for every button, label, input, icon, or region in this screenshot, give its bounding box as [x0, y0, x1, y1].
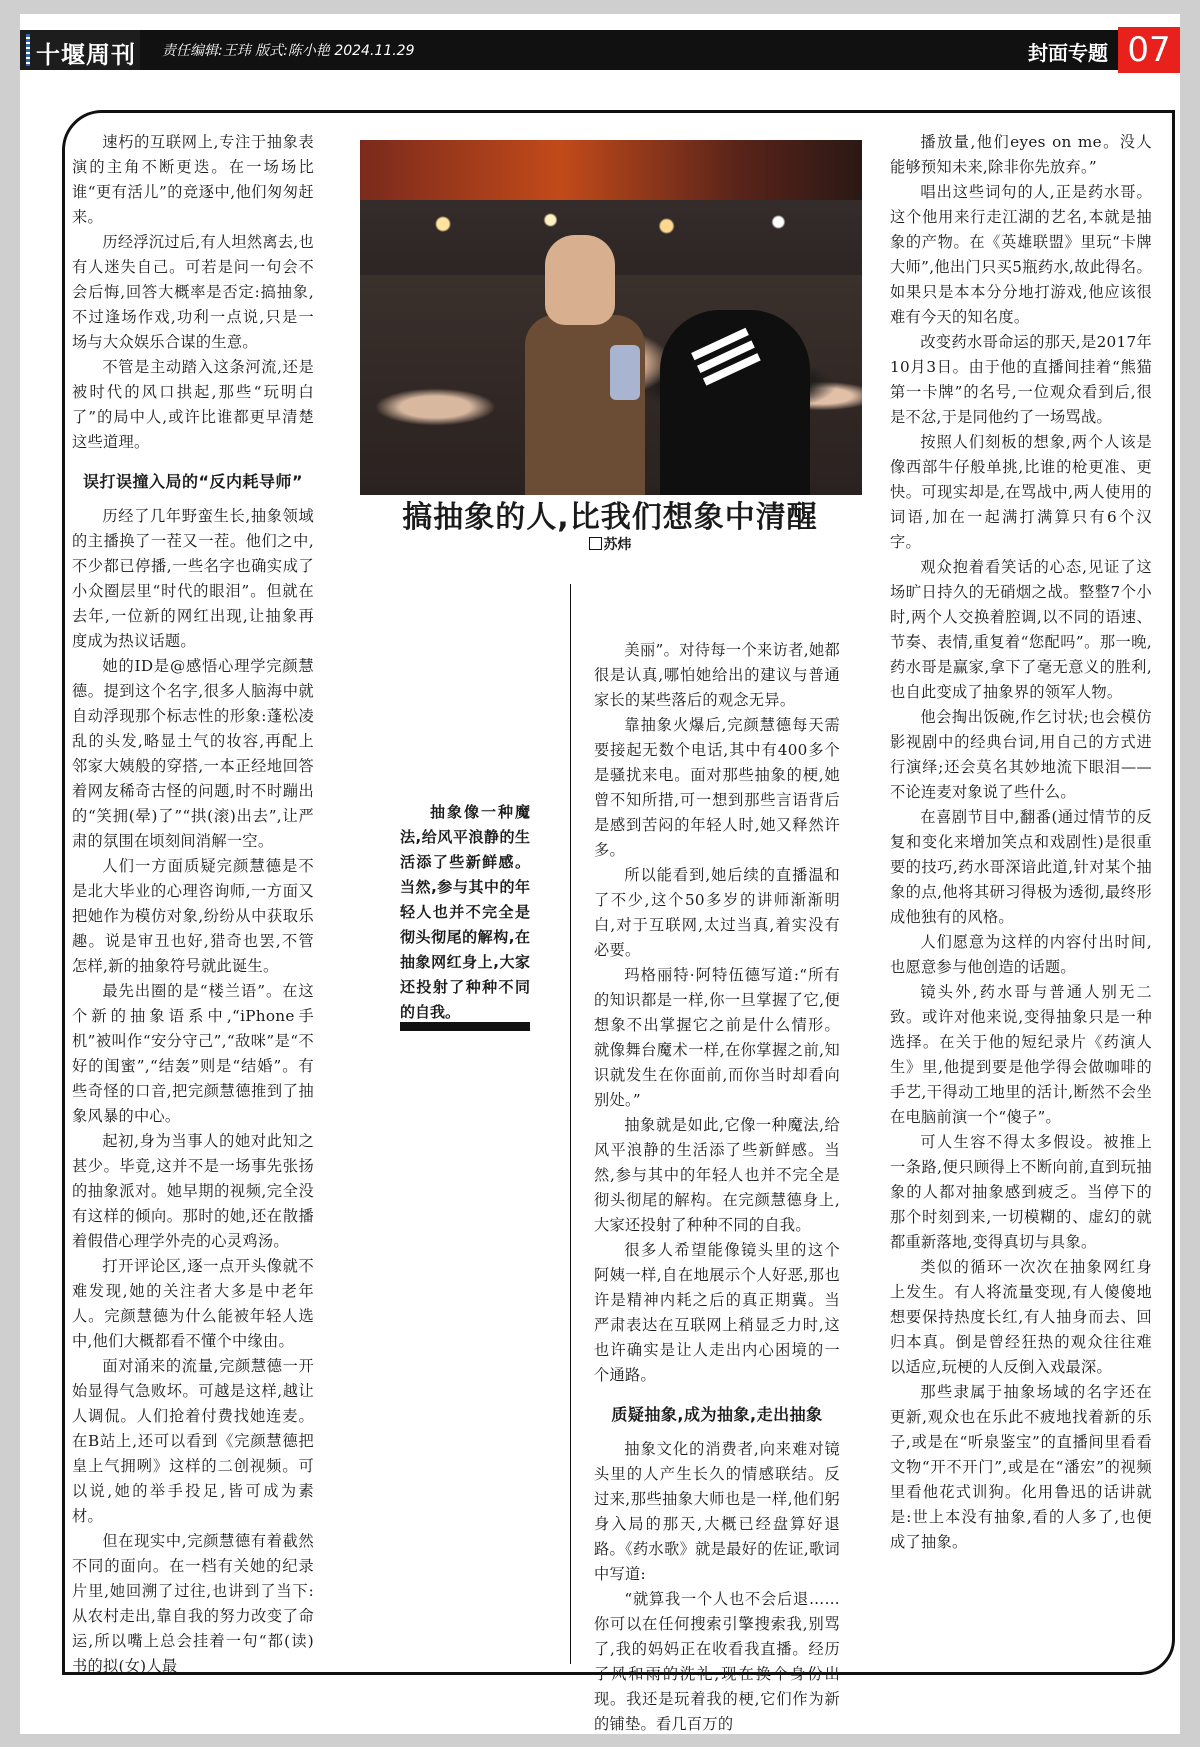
paragraph: 抽象文化的消费者,向来难对镜头里的人产生长久的情感联结。反过来,那些抽象大师也是一样,他们躬身入局的那天,大概已经盘算好退路。《药水歌》就是最好的佐证,歌词中写道: [594, 1440, 840, 1583]
paragraph: 唱出这些词句的人,正是药水哥。这个他用来行走江湖的艺名,本就是抽象的产物。在《英雄联盟》里玩“卡牌大师”,他出门只买5瓶药水,故此得名。如果只是本本分分地打游戏,他应该很难有今天的知名度。 [890, 183, 1152, 326]
pull-quote [400, 800, 530, 1025]
paragraph: 最先出圈的是“楼兰语”。在这个新的抽象语系中,“iPhone手机”被叫作“安分守己”,“敌咪”是“不好的闺蜜”,“结轰”则是“结婚”。有些奇怪的口音,把完颜慧德推到了抽象风暴的中心。 [72, 982, 314, 1125]
paragraph: 很多人希望能像镜头里的这个阿姨一样,自在地展示个人好恶,那也许是精神内耗之后的真正期冀。当严肃表达在互联网上稍显乏力时,这也许确实是让人走出内心困境的一个通路。 [594, 1241, 840, 1384]
masthead-logo-block [20, 30, 140, 70]
subheading-2: 质疑抽象,成为抽象,走出抽象 [611, 1405, 823, 1424]
byline-box-icon [589, 537, 602, 550]
paragraph: 起初,身为当事人的她对此知之甚少。毕竟,这并不是一场事先张扬的抽象派对。她早期的视频,完全没有这样的倾向。那时的她,还在散播着假借心理学外壳的心灵鸡汤。 [72, 1132, 314, 1250]
paragraph: 人们愿意为这样的内容付出时间,也愿意参与他创造的话题。 [890, 933, 1152, 976]
paragraph: 类似的循环一次次在抽象网红身上发生。有人将流量变现,有人傻傻地想要保持热度长红,有人抽身而去、回归本真。倒是曾经狂热的观众往往难以适应,玩梗的人反倒入戏最深。 [890, 1258, 1152, 1376]
paragraph: 靠抽象火爆后,完颜慧德每天需要接起无数个电话,其中有400多个是骚扰来电。面对那些抽象的梗,她曾不知所措,可一想到那些言语背后是感到苦闷的年轻人时,她又释然许多。 [594, 716, 840, 859]
paragraph: 在喜剧节目中,翻番(通过情节的反复和变化来增加笑点和戏剧性)是很重要的技巧,药水哥深谙此道,针对某个抽象的点,他将其研习得极为透彻,最终形成他独有的风格。 [890, 808, 1152, 926]
column-3 [594, 638, 840, 1737]
section-label: 封面专题 [1028, 41, 1108, 65]
pull-quote-bar [400, 1022, 530, 1031]
paragraph: 播放量,他们eyes on me。没人能够预知未来,除非你先放弃。” [890, 133, 1152, 176]
paragraph: 观众抱着看笑话的心态,见证了这场旷日持久的无硝烟之战。整整7个小时,两个人交换着腔调,以不同的语速、节奏、表情,重复着“您配吗”。那一晚,药水哥是赢家,拿下了毫无意义的胜利,也自此变成了抽象界的领军人物。 [890, 558, 1152, 701]
paragraph: 历经浮沉过后,有人坦然离去,也有人迷失自己。可若是问一句会不会后悔,回答大概率是否定:搞抽象,不过逢场作戏,功利一点说,只是一场与大众娱乐合谋的生意。 [72, 233, 314, 351]
paragraph: 人们一方面质疑完颜慧德是不是北大毕业的心理咨询师,一方面又把她作为模仿对象,纷纷从中获取乐趣。说是审丑也好,猎奇也罢,不管怎样,新的抽象符号就此诞生。 [72, 857, 314, 975]
masthead-logo: 十堰周刊 [36, 40, 136, 69]
paragraph: 改变药水哥命运的那天,是2017年10月3日。由于他的直播间挂着“熊猫第一卡牌”的名号,一位观众看到后,很是不忿,于是同他约了一场骂战。 [890, 333, 1152, 426]
editor-line: 责任编辑:王玮 版式:陈小艳 2024.11.29 [162, 43, 415, 59]
paragraph: 按照人们刻板的想象,两个人该是像西部牛仔般单挑,比谁的枪更准、更快。可现实却是,在骂战中,两人使用的词语,加在一起满打满算只有6个汉字。 [890, 433, 1152, 551]
photo-lights [400, 204, 830, 244]
photo-storefront-sign [360, 140, 862, 200]
column-3-intro [594, 638, 840, 1388]
column-divider [570, 584, 571, 1664]
masthead-stripe-icon [26, 34, 30, 66]
article-title: 搞抽象的人,比我们想象中清醒 [402, 500, 818, 535]
paragraph: 抽象就是如此,它像一种魔法,给风平浪静的生活添了些新鲜感。当然,参与其中的年轻人也并不完全是彻头彻尾的解构。在完颜慧德身上,大家还投射了种种不同的自我。 [594, 1116, 840, 1234]
page-number: 07 [1118, 27, 1180, 73]
paragraph: 她的ID是@感悟心理学完颜慧德。提到这个名字,很多人脑海中就自动浮现那个标志性的形象:蓬松凌乱的头发,略显土气的妆容,再配上邻家大姨般的穿搭,一本正经地回答着网友稀奇古怪的问题,时不时蹦出的“笑拥(晕)了”“拱(滚)出去”,让严肃的氛围在顷刻间消解一空。 [72, 657, 314, 850]
paragraph: 那些隶属于抽象场域的名字还在更新,观众也在乐此不疲地找着新的乐子,或是在“听泉鉴宝”的直播间里看看文物“开不开门”,或是在“潘宏”的视频里看他花式训狗。化用鲁迅的话讲就是:世上本没有抽象,看的人多了,也便成了抽象。 [890, 1383, 1152, 1551]
column-1-body [72, 504, 314, 1679]
paragraph: 镜头外,药水哥与普通人别无二致。或许对他来说,变得抽象只是一种选择。在关于他的短纪录片《药演人生》里,他提到要是他学得会做咖啡的手艺,干得动工地里的活计,断然不会坐在电脑前演一个“傻子”。 [890, 983, 1152, 1126]
byline-author: 苏炜 [603, 537, 632, 553]
paragraph: 面对涌来的流量,完颜慧德一开始显得气急败坏。可越是这样,越让人调侃。人们抢着付费找她连麦。在B站上,还可以看到《完颜慧德把皇上气拥咧》这样的二创视频。可以说,她的举手投足,皆可成为素材。 [72, 1357, 314, 1525]
column-4 [890, 130, 1152, 1555]
paragraph: 他会掏出饭碗,作乞讨状;也会模仿影视剧中的经典台词,用自己的方式进行演绎;还会莫名其妙地流下眼泪——不论连麦对象说了些什么。 [890, 708, 1152, 801]
paragraph: 玛格丽特·阿特伍德写道:“所有的知识都是一样,你一旦掌握了它,便想象不出掌握它之前是什么情形。就像舞台魔术一样,在你掌握之前,知识就发生在你面前,而你当时却看向别处。” [594, 966, 840, 1109]
paragraph: 可人生容不得太多假设。被推上一条路,便只顾得上不断向前,直到玩抽象的人都对抽象感到疲乏。当停下的那个时刻到来,一切模糊的、虚幻的就都重新落地,变得真切与具象。 [890, 1133, 1152, 1251]
photo-dress-figure [525, 315, 645, 495]
paragraph: 打开评论区,逐一点开头像就不难发现,她的关注者大多是中老年人。完颜慧德为什么能被年轻人选中,他们大概都看不懂个中缘由。 [72, 1257, 314, 1350]
column-4-body [890, 130, 1152, 1555]
article-photo [360, 140, 862, 495]
pull-quote-text: 抽象像一种魔法,给风平浪静的生活添了些新鲜感。当然,参与其中的年轻人也并不完全是彻头彻尾的解构,在抽象网红身上,大家还投射了种种不同的自我。 [400, 803, 530, 1021]
subheading-1: 误打误撞入局的“反内耗导师” [82, 472, 304, 491]
masthead [20, 30, 1180, 70]
paragraph: 但在现实中,完颜慧德有着截然不同的面向。在一档有关她的纪录片里,她回溯了过往,也讲到了当下:从农村走出,靠自我的努力改变了命运,所以嘴上总会挂着一句“都(读)书的拟(女)人最 [72, 1532, 314, 1675]
paragraph: 速朽的互联网上,专注于抽象表演的主角不断更迭。在一场场比谁“更有活儿”的竞逐中,他们匆匆赶来。 [72, 133, 314, 226]
paragraph: “就算我一个人也不会后退……你可以在任何搜索引擎搜索我,别骂了,我的妈妈正在收看我直播。经历了风和雨的洗礼,现在换个身份出现。我还是玩着我的梗,它们作为新的铺垫。看几百万的 [594, 1590, 840, 1733]
column-1 [72, 130, 314, 1679]
photo-face-mask [545, 235, 615, 325]
article-byline [330, 534, 890, 554]
column-1-intro [72, 130, 314, 455]
paragraph: 所以能看到,她后续的直播温和了不少,这个50多岁的讲师渐渐明白,对于互联网,太过当真,着实没有必要。 [594, 866, 840, 959]
paragraph: 历经了几年野蛮生长,抽象领域的主播换了一茬又一茬。他们之中,不少都已停播,一些名字也确实成了小众圈层里“时代的眼泪”。但就在去年,一位新的网红出现,让抽象再度成为热议话题。 [72, 507, 314, 650]
paragraph: 美丽”。对待每一个来访者,她都很是认真,哪怕她给出的建议与普通家长的某些落后的观念无异。 [594, 641, 840, 709]
paragraph: 不管是主动踏入这条河流,还是被时代的风口拱起,那些“玩明白了”的局中人,或许比谁都更早清楚这些道理。 [72, 358, 314, 451]
photo-phone-icon [610, 345, 640, 400]
column-3-body [594, 1437, 840, 1737]
